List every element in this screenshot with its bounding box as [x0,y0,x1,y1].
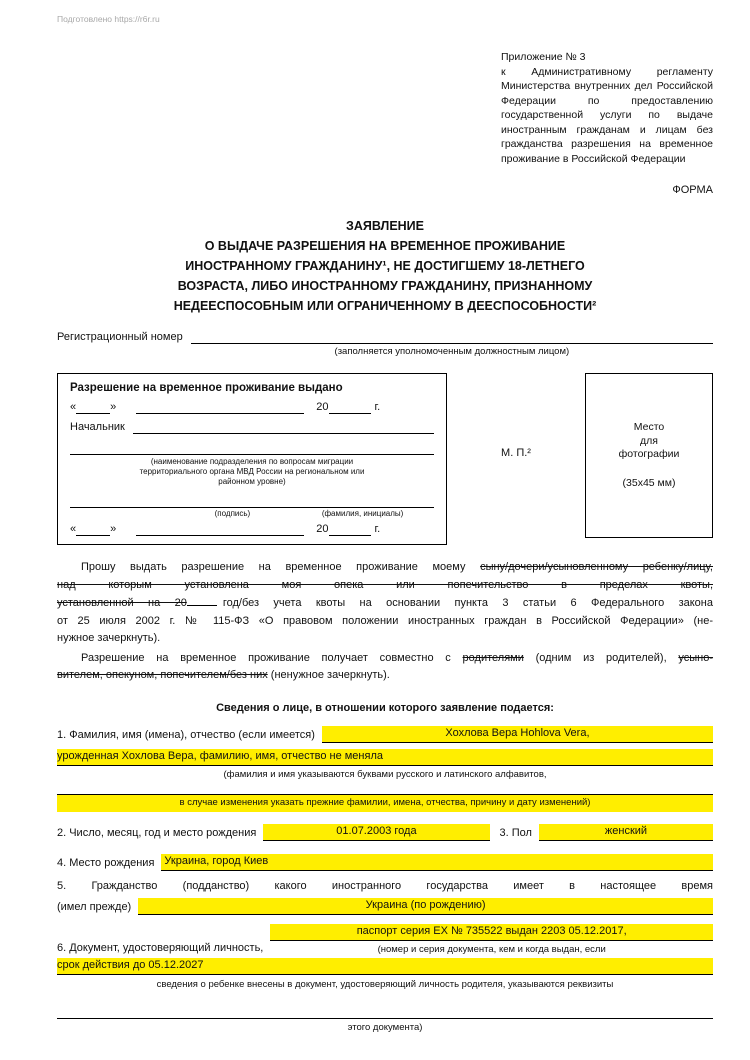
paragraph-line: Разрешение на временное проживание получает совместно с родителями (одним из родителей), усыно- [81,651,714,664]
paragraph-line: нужное зачеркнуть). [57,632,161,644]
unit-caption: районном уровне) [218,477,286,486]
paragraph-line: установленной на 20 год/без учета квоты на основании пункта 3 статьи 6 Федерального закона [57,594,713,613]
joint-permit-paragraph [57,650,713,685]
blank-line [76,402,110,414]
photo-placeholder [585,373,713,538]
field-fullname-caption-band: в случае изменения указать прежние фамилии, имена, отчества, причину и дату изменений) [57,794,713,812]
quote-close: » [110,523,117,535]
registration-number-caption: (заполняется уполномоченным должностным лицом) [334,346,570,357]
initials-caption: (фамилия, инициалы) [321,509,404,518]
field-birthdate-label: 2. Число, месяц, год и место рождения [57,826,257,839]
blank-line [191,330,713,344]
quote-open: « [70,523,77,535]
paragraph-line: вителем, опекуном, попечителем/без них (ненужное зачеркнуть). [57,669,390,681]
title-line: ВОЗРАСТА, ЛИБО ИНОСТРАННОМУ ГРАЖДАНИНУ, ПРИЗНАННОМУ [177,279,593,293]
year-prefix: 20 [316,523,329,535]
signature-col [174,495,291,518]
appendix-line: к Административному регламенту [501,65,713,78]
permit-issued-box [57,373,447,545]
blank-line [70,495,174,508]
field-fullname-label: 1. Фамилия, имя (имена), отчество (если имеется) [57,728,315,741]
permit-bottom-date-row [70,522,434,536]
registration-number-label: Регистрационный номер [57,331,183,343]
person-info-heading: Сведения о лице, в отношении которого заявление подается: [216,701,554,714]
paragraph-line: над которым установлена моя опека или попечительство в пределах квоты, [57,578,713,591]
field-identity-document-value-wrap [270,924,713,956]
year-prefix: 20 [316,401,329,413]
permit-and-photo-section [57,373,713,545]
blank-line [76,524,110,536]
field-fullname [57,726,713,743]
field-citizenship-label: 5. Гражданство (подданство) какого иностранного государства имеет в настоящее время [57,879,713,892]
unit-caption: (наименование подразделения по вопросам миграции [150,457,354,466]
blank-line [174,495,291,508]
registration-number-line [191,330,713,357]
title-line: О ВЫДАЧЕ РАЗРЕШЕНИЯ НА ВРЕМЕННОЕ ПРОЖИВАНИЕ [204,239,566,253]
prepared-by-note: Подготовлено https://r6r.ru [57,14,160,24]
field-citizenship-label2: (имел прежде) [57,900,132,913]
registration-number-field [57,330,713,357]
quote-open: « [70,401,77,413]
field-birthplace-label: 4. Место рождения [57,856,155,869]
appendix-line: гражданства разрешения на временное [501,138,713,150]
form-title [57,216,713,316]
blank-line [329,524,371,536]
title-line: ИНОСТРАННОМУ ГРАЖДАНИНУ¹, НЕ ДОСТИГШЕМУ 18-ЛЕТНЕГО [185,259,585,273]
unit-caption: территориального органа МВД России на региональном или [139,467,365,476]
permit-box-heading: Разрешение на временное проживание выдано [70,382,343,394]
field-fullname-caption: (фамилия и имя указываются буквами русского и латинского алфавитов, [223,768,547,780]
blank-line [291,495,434,508]
year-suffix: г. [374,523,381,535]
field-identity-document [57,924,713,956]
photo-caption-line: фотографии [618,448,680,460]
field-identity-document-label: 6. Документ, удостоверяющий личность, [57,941,264,954]
appendix-line: Федерации по предоставлению [501,94,713,107]
field-birthdate-value: 01.07.2003 года [263,824,489,841]
field-fullname-value-line2: урожденная Хохлова Вера, фамилию, имя, отчество не меняла [57,749,713,766]
blank-line [136,524,304,536]
photo-size-caption: (35х45 мм) [622,476,676,489]
quote-close: » [110,401,117,413]
forma-label: ФОРМА [672,184,713,196]
title-line: НЕДЕЕСПОСОБНЫМ ИЛИ ОГРАНИЧЕННОМУ В ДЕЕСПОСОБНОСТИ² [173,299,597,313]
field-birthplace-value: Украина, город Киев [161,854,713,871]
field-citizenship [57,898,713,915]
field-sex-value: женский [539,824,713,841]
title-line: ЗАЯВЛЕНИЕ [345,219,424,233]
blank-line [329,402,371,414]
field-birthplace [57,854,713,871]
appendix-line: проживание в Российской Федерации [501,152,686,165]
permit-issue-date-row [70,400,434,414]
signature-row [70,495,434,518]
field-identity-document-caption2: сведения о ребенке внесены в документ, удостоверяющий личность родителя, указываются реквизиты [156,978,614,990]
appendix-line: Министерства внутренних дел Российской [501,80,713,92]
signature-caption: (подпись) [214,509,251,518]
field-validity-value: срок действия до 05.12.2027 [57,958,713,975]
appendix-line: Приложение № 3 [501,51,586,63]
stamp-label: М. П.² [501,447,531,459]
chief-row [70,420,434,434]
field-identity-document-caption: (номер и серия документа, кем и когда выдан, если [377,943,606,955]
appendix-line: государственной услуги по выдаче [501,109,713,121]
field-identity-document-value: паспорт серия ЕХ № 735522 выдан 2203 05.12.2017, [270,924,713,941]
paragraph-line: Прошу выдать разрешение на временное проживание моему сыну/дочери/усыновленному ребенку/лицу, [81,561,713,573]
field-identity-document-caption3: этого документа) [347,1021,423,1033]
paragraph-line: от 25 июля 2002 г. № 115-ФЗ «О правовом положении иностранных граждан в Российской Федерации» (не- [57,614,713,627]
signature-col [70,495,174,518]
blank-line [70,444,434,455]
field-citizenship-value: Украина (по рождению) [138,898,713,915]
field-fullname-value: Хохлова Вера Hohlova Vera, [322,726,713,743]
stamp-placeholder [447,373,585,545]
year-suffix: г. [374,401,381,413]
initials-col [291,495,434,518]
appendix-line: иностранным гражданам и лицам без [501,123,713,136]
blank-line [136,402,304,414]
field-birthdate-and-sex [57,824,713,841]
chief-label: Начальник [70,421,125,433]
photo-caption-line: для [640,434,658,447]
blank-line [133,422,434,434]
appendix-block [501,50,713,166]
blank-line [187,594,217,606]
request-paragraph [57,559,713,648]
field-sex-label: 3. Пол [499,826,532,839]
blank-line [57,1003,713,1019]
photo-caption-line: Место [633,421,665,433]
